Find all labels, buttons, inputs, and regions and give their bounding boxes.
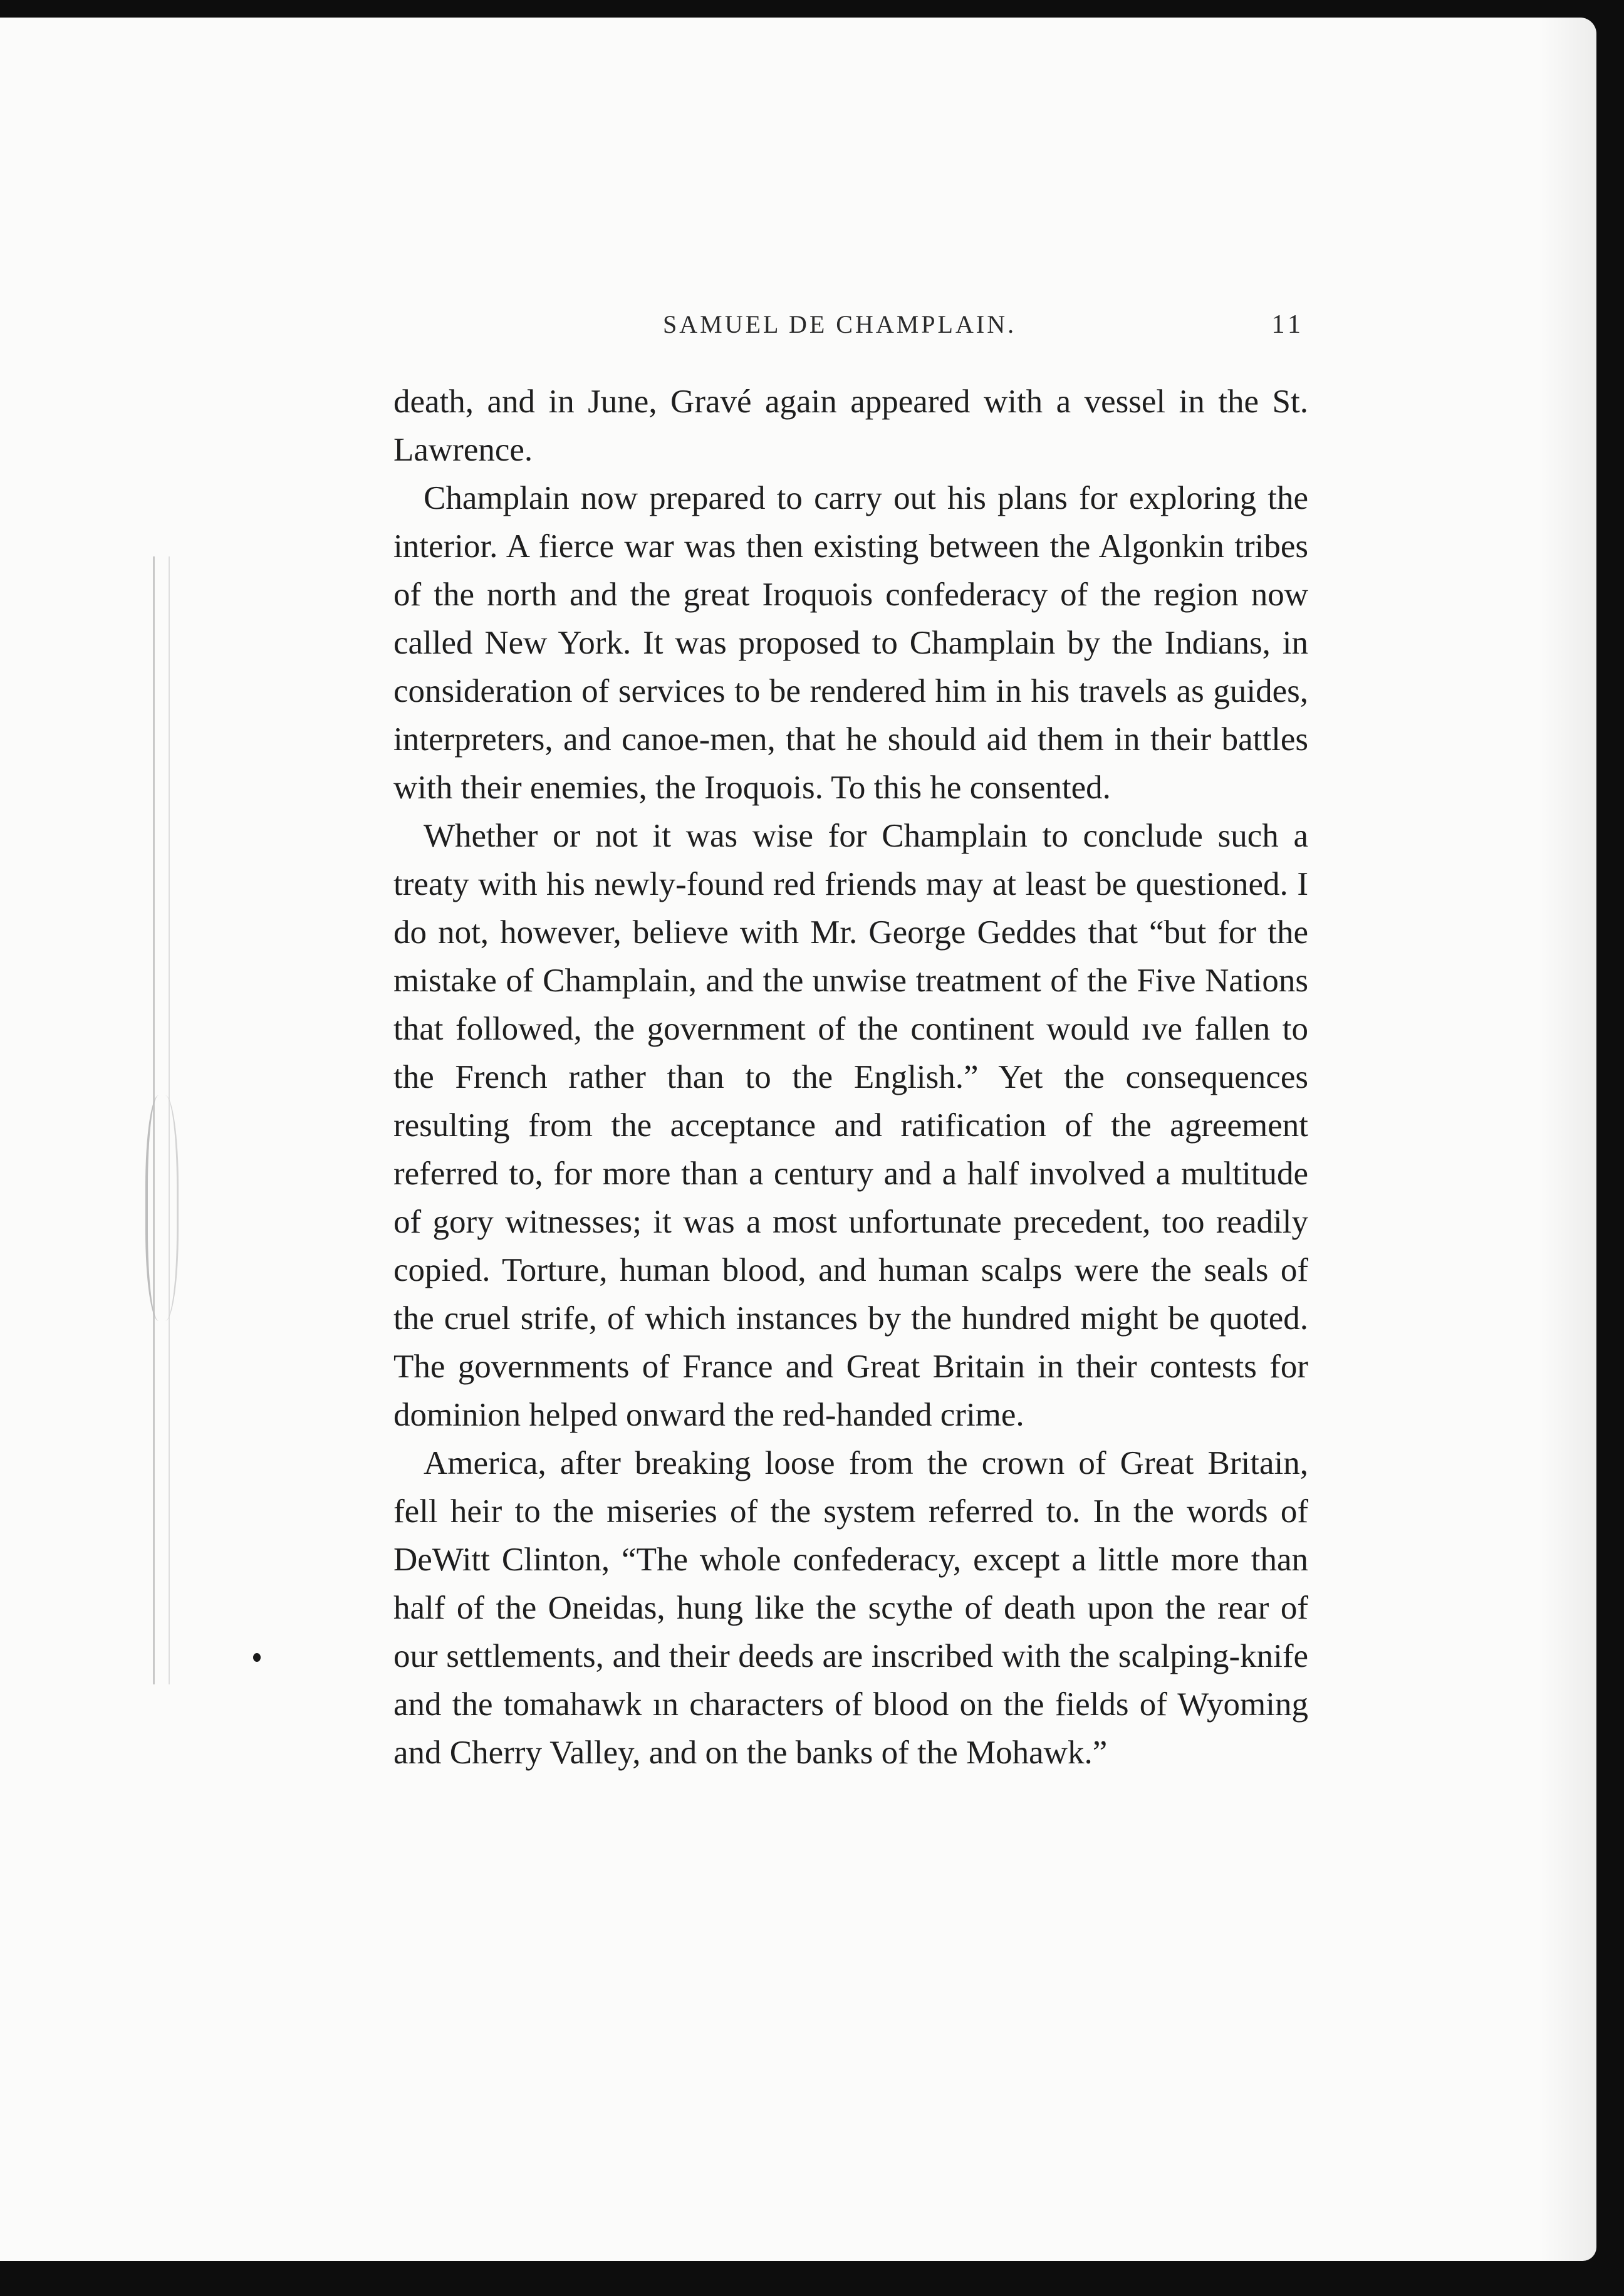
paragraph: death, and in June, Gravé again appeared with a vessel in the St. Lawrence. — [393, 384, 1308, 468]
running-title: SAMUEL DE CHAMPLAIN. — [663, 310, 1017, 338]
page-number: 11 — [1271, 310, 1304, 339]
body-text — [393, 378, 1308, 1777]
binding-gutter-shadow — [145, 1095, 179, 1321]
book-page — [0, 18, 1596, 2261]
paragraph: Champlain now prepared to carry out his plans for exploring the interior. A fierce war was then existing between the Algonkin tribes of the north and the great Iroquois confederacy of the region now called New York. It was proposed to Champlain by the Indians, in consideration of services to be rendered him in his travels as guides, interpreters, and canoe-men, that he should aid them in their battles with their enemies, the Iroquois. To this he consented. — [393, 480, 1308, 806]
paragraph: Whether or not it was wise for Champlain to conclude such a treaty with his newly-found red friends may at least be questioned. I do not, however, believe with Mr. George Geddes that “but for the mistake of Champlain, and the unwise treatment of the Five Nations that followed, the government of the continent would ıve fallen to the French rather than to the English.” Yet the consequences resulting from the acceptance and ratification of the agreement referred to, for more than a century and a half involved a multitude of gory witnesses; it was a most unfortunate precedent, too readily copied. Torture, human blood, and human scalps were the seals of the cruel strife, of which instances by the hundred might be quoted. The governments of France and Great Britain in their contests for dominion helped onward the red-handed crime. — [393, 818, 1308, 1433]
paragraph: America, after breaking loose from the crown of Great Britain, fell heir to the miseries of the system referred to. In the words of DeWitt Clinton, “The whole confederacy, except a little more than half of the Oneidas, hung like the scythe of death upon the rear of our settlements, and their deeds are inscribed with the scalping-knife and the tomahawk ın characters of blood on the fields of Wyoming and Cherry Valley, and on the banks of the Mohawk.” — [393, 1445, 1308, 1771]
ink-speck — [253, 1653, 261, 1662]
page-header — [393, 306, 1308, 343]
